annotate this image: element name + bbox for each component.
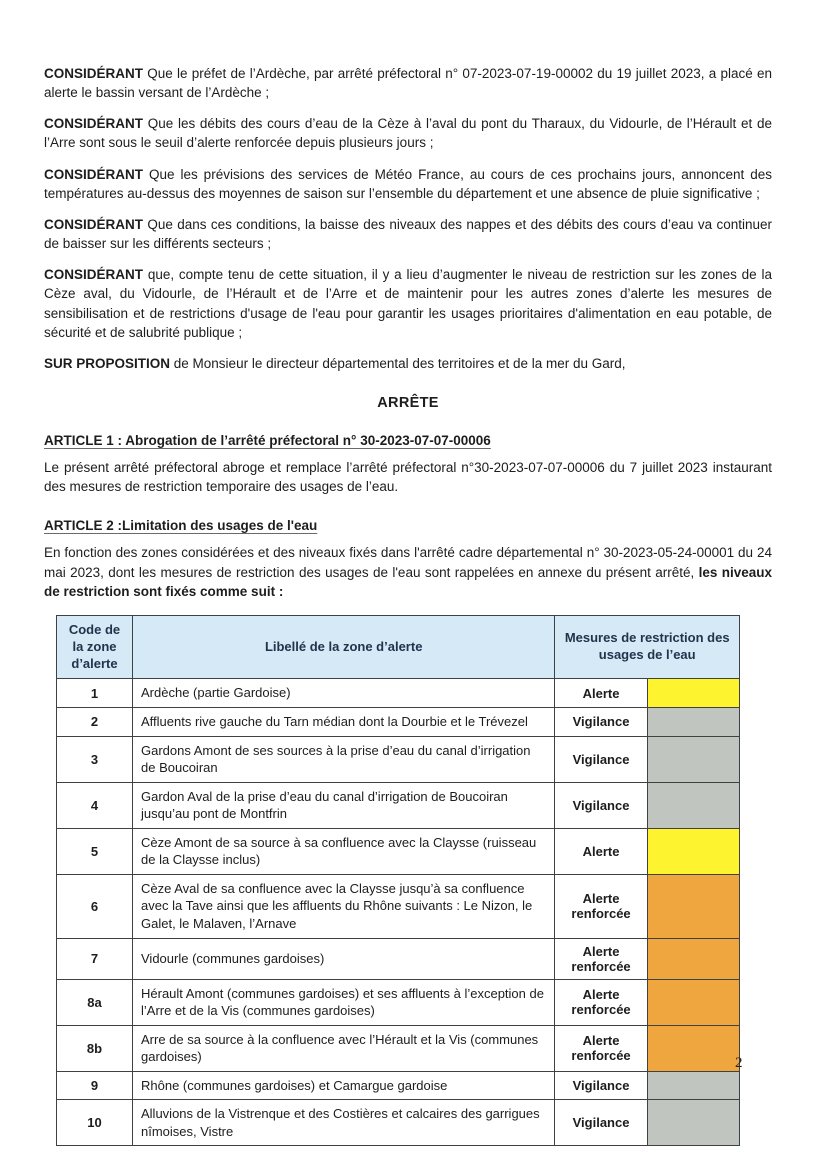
alert-table-body [57,679,740,1146]
zone-label: Cèze Amont de sa source à sa confluence avec la Claysse (ruisseau de la Claysse inclus) [133,828,555,874]
considerant-lead: CONSIDÉRANT [44,66,144,81]
table-row [57,736,740,782]
considerant-text: que, compte tenu de cette situation, il y a lieu d’augmenter le niveau de restriction sur les zones de la Cèze aval, du Vidourle, de l’Hérault et de l’Arre et de maintenir pour les autres zones d’alerte les mesures de sensibilisation et de restrictions d'usage de l'eau pour garantir les usages prioritaires d'alimentation en eau potable, de sécurité et de salubrité publique ; [44,267,772,340]
considerant-lead: CONSIDÉRANT [44,116,144,132]
article-2-body-text: En fonction des zones considérées et des niveaux fixés dans l'arrêté cadre départemental n° 30-2023-05-24-00001 du 24 mai 2023, dont les mesures de restriction des usages de l'eau sont rappelées en annexe du présent arrêté, [44,545,772,580]
header-zone-label: Libellé de la zone d’alerte [133,615,555,679]
restriction-level: Alerte renforcée [555,874,647,938]
sur-proposition-lead: SUR PROPOSITION [44,355,171,371]
article-2-body-bold: les niveaux de restriction sont fixés comme suit : [44,564,772,599]
restriction-level: Alerte [555,828,647,874]
level-color-swatch [647,736,739,782]
level-color-swatch [647,679,739,708]
table-row [57,874,740,938]
level-color-swatch [647,828,739,874]
considerant-paragraph [44,265,772,342]
table-row [57,782,740,828]
zone-label: Gardons Amont de ses sources à la prise d’eau du canal d’irrigation de Boucoiran [133,736,555,782]
level-color-swatch [647,938,739,979]
table-row [57,1071,740,1100]
article-2-heading: ARTICLE 2 :Limitation des usages de l'eau [44,518,318,534]
zone-code: 2 [57,708,133,737]
considerant-paragraph [44,64,772,102]
considerant-lead: CONSIDÉRANT [44,166,144,182]
level-color-swatch [647,708,739,737]
zone-code: 8b [57,1025,133,1071]
arrete-title: ARRÊTE [377,395,439,412]
zone-code: 1 [57,679,133,708]
sur-proposition-text: de Monsieur le directeur départemental des territoires et de la mer du Gard, [173,355,626,371]
header-zone-code: Code de la zone d’alerte [57,615,133,679]
zone-code: 4 [57,782,133,828]
alert-zones-table [56,615,740,1147]
level-color-swatch [647,874,739,938]
table-row [57,679,740,708]
sur-proposition-paragraph [44,354,772,373]
considerant-paragraph [44,114,772,152]
zone-label: Affluents rive gauche du Tarn médian dont la Dourbie et le Trévezel [133,708,555,737]
considerant-text: Que les prévisions des services de Météo France, au cours de ces prochains jours, annoncent des températures au-dessus des moyennes de saison sur l’ensemble du département et une absence de pluie significative ; [44,166,772,201]
zone-code: 3 [57,736,133,782]
zone-label: Vidourle (communes gardoises) [133,938,555,979]
restriction-level: Alerte renforcée [555,979,647,1025]
zone-code: 9 [57,1071,133,1100]
table-row [57,1025,740,1071]
restriction-level: Vigilance [555,736,647,782]
considerant-text: Que le préfet de l’Ardèche, par arrêté préfectoral n° 07-2023-07-19-00002 du 19 juillet 2023, a placé en alerte le bassin versant de l’Ardèche ; [44,66,772,101]
considerant-paragraph [44,165,772,203]
restriction-level: Alerte renforcée [555,1025,647,1071]
table-row [57,979,740,1025]
table-row [57,828,740,874]
zone-label: Alluvions de la Vistrenque et des Costières et calcaires des garrigues nîmoises, Vistre [133,1100,555,1146]
zone-code: 5 [57,828,133,874]
article-1-body: Le présent arrêté préfectoral abroge et remplace l’arrêté préfectoral n°30-2023-07-07-00006 du 7 juillet 2023 instaurant des mesures de restriction temporaire des usages de l’eau. [44,460,772,495]
zone-code: 8a [57,979,133,1025]
restriction-level: Alerte renforcée [555,938,647,979]
level-color-swatch [647,1071,739,1100]
zone-label: Gardon Aval de la prise d’eau du canal d’irrigation de Boucoiran jusqu’au pont de Montfrin [133,782,555,828]
zone-code: 7 [57,938,133,979]
restriction-level: Vigilance [555,1100,647,1146]
table-row [57,1100,740,1146]
restriction-level: Vigilance [555,782,647,828]
level-color-swatch [647,1025,739,1071]
alert-table-header [57,615,740,679]
restriction-level: Vigilance [555,1071,647,1100]
zone-label: Cèze Aval de sa confluence avec la Claysse jusqu’à sa confluence avec la Tave ainsi que les affluents du Rhône suivants : Le Nizon, le Galet, le Malaven, l’Arnave [133,874,555,938]
considerant-text: Que les débits des cours d’eau de la Cèze à l’aval du pont du Tharaux, du Vidourle, de l’Hérault et de l’Arre sont sous le seuil d’alerte renforcée depuis plusieurs jours ; [44,116,772,151]
article-2-body [44,543,772,600]
table-row [57,938,740,979]
zone-code: 6 [57,874,133,938]
restriction-level: Alerte [555,679,647,708]
considerant-lead: CONSIDÉRANT [44,216,144,232]
zone-code: 10 [57,1100,133,1146]
zone-label: Rhône (communes gardoises) et Camargue gardoise [133,1071,555,1100]
considerant-lead: CONSIDÉRANT [44,267,144,283]
table-row [57,708,740,737]
considerant-paragraph [44,215,772,253]
level-color-swatch [647,979,739,1025]
zone-label: Arre de sa source à la confluence avec l’Hérault et la Vis (communes gardoises) [133,1025,555,1071]
level-color-swatch [647,1100,739,1146]
considerant-text: Que dans ces conditions, la baisse des niveaux des nappes et des débits des cours d’eau va continuer de baisser sur les différents secteurs ; [44,216,772,252]
level-color-swatch [647,782,739,828]
header-restriction-measures: Mesures de restriction des usages de l’eau [555,615,740,679]
page-number: 2 [735,1055,743,1071]
restriction-level: Vigilance [555,708,647,737]
document-page [44,64,772,1146]
zone-label: Hérault Amont (communes gardoises) et ses affluents à l’exception de l’Arre et de la Vis (communes gardoises) [133,979,555,1025]
article-1-heading: ARTICLE 1 : Abrogation de l’arrêté préfectoral n° 30-2023-07-07-00006 [44,433,491,449]
zone-label: Ardèche (partie Gardoise) [133,679,555,708]
